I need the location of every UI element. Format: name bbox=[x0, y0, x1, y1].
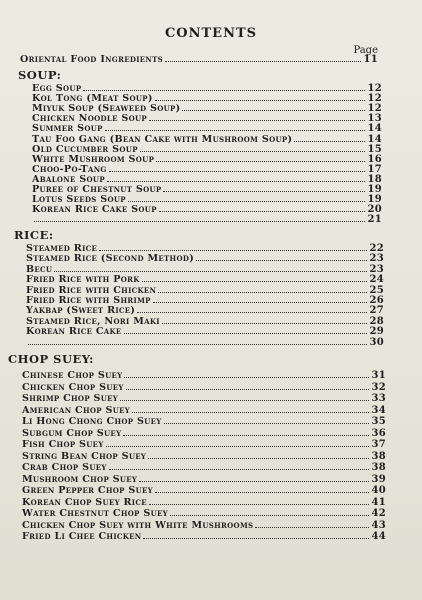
toc-entry bbox=[26, 336, 384, 348]
dot-leader bbox=[159, 203, 366, 212]
entry-title: Fried Rice with Chicken bbox=[26, 285, 157, 296]
entry-title: Yakbap (Sweet Rice) bbox=[26, 305, 136, 316]
toc-entry bbox=[22, 507, 386, 519]
entry-title: Water Chestnut Chop Suey bbox=[22, 508, 168, 519]
dot-leader bbox=[106, 438, 370, 447]
entry-title: Abalone Soup bbox=[32, 174, 105, 185]
entry-page-number: 31 bbox=[371, 370, 386, 381]
dot-leader bbox=[109, 163, 366, 172]
dot-leader bbox=[163, 183, 365, 192]
dot-leader bbox=[148, 450, 369, 459]
entry-page-number: 43 bbox=[371, 520, 386, 531]
dot-leader bbox=[123, 427, 369, 436]
dot-leader bbox=[139, 473, 369, 482]
toc-entry bbox=[22, 461, 386, 473]
dot-leader bbox=[164, 415, 370, 424]
dot-leader bbox=[294, 133, 365, 142]
entry-page-number: 18 bbox=[367, 174, 382, 185]
entry-page-number: 23 bbox=[369, 264, 384, 275]
entry-title: Subgum Chop Suey bbox=[22, 428, 122, 439]
dot-leader bbox=[124, 325, 368, 334]
dot-leader bbox=[28, 336, 367, 345]
entry-title: Oriental Food Ingredients bbox=[20, 54, 163, 65]
entry-page-number: 39 bbox=[371, 474, 386, 485]
entry-title: Crab Chop Suey bbox=[22, 462, 107, 473]
dot-leader bbox=[196, 252, 367, 261]
dot-leader bbox=[149, 496, 370, 505]
entry-page-number: 37 bbox=[371, 439, 386, 450]
entry-page-number: 14 bbox=[367, 123, 382, 134]
entry-page-number: 23 bbox=[369, 253, 384, 264]
entry-page-number: 40 bbox=[371, 485, 386, 496]
section-heading: SOUP: bbox=[18, 68, 62, 82]
dot-leader bbox=[149, 112, 365, 121]
toc-entry bbox=[22, 369, 386, 381]
dot-leader bbox=[155, 484, 370, 493]
entry-title: Korean Rice Cake bbox=[26, 326, 122, 337]
entry-title: Fish Chop Suey bbox=[22, 439, 104, 450]
entry-page-number: 42 bbox=[371, 508, 386, 519]
dot-leader bbox=[124, 369, 369, 378]
entry-title: Chicken Chop Suey with White Mushrooms bbox=[22, 520, 254, 531]
entry-title: White Mushroom Soup bbox=[32, 154, 155, 165]
dot-leader bbox=[153, 294, 368, 303]
dot-leader bbox=[99, 242, 367, 251]
entry-page-number: 22 bbox=[369, 243, 384, 254]
entry-title: Fried Rice with Pork bbox=[26, 274, 140, 285]
page-column-label: Page bbox=[353, 45, 378, 56]
entry-title: Green Pepper Chop Suey bbox=[22, 485, 153, 496]
entry-page-number: 26 bbox=[369, 295, 384, 306]
toc-entry bbox=[22, 392, 386, 404]
toc-entry bbox=[22, 530, 386, 542]
entry-title: Tau Foo Gang (Bean Cake with Mushroom Soup) bbox=[32, 134, 293, 145]
dot-leader bbox=[128, 193, 366, 202]
dot-leader bbox=[120, 392, 369, 401]
entry-page-number: 41 bbox=[371, 497, 386, 508]
entry-title: Steamed Rice (Second Method) bbox=[26, 253, 195, 264]
entry-title: Korean Chop Suey Rice bbox=[22, 497, 147, 508]
entry-page-number: 15 bbox=[367, 144, 382, 155]
toc-entry bbox=[22, 415, 386, 427]
entry-title: American Chop Suey bbox=[22, 405, 131, 416]
dot-leader bbox=[165, 53, 361, 62]
entry-page-number: 32 bbox=[371, 382, 386, 393]
entry-title: Lotus Seeds Soup bbox=[32, 194, 126, 205]
entry-title: Old Cucumber Soup bbox=[32, 144, 138, 155]
entry-title: Mushroom Chop Suey bbox=[22, 474, 138, 485]
dot-leader bbox=[126, 381, 370, 390]
dot-leader bbox=[137, 304, 367, 313]
dot-leader bbox=[34, 213, 365, 222]
dot-leader bbox=[142, 273, 368, 282]
entry-page-number: 19 bbox=[367, 184, 382, 195]
entry-title: Kol Tong (Meat Soup) bbox=[32, 93, 153, 104]
page-title: CONTENTS bbox=[164, 26, 258, 41]
section-heading: RICE: bbox=[14, 228, 54, 242]
entry-page-number: 29 bbox=[369, 326, 384, 337]
dot-leader bbox=[255, 519, 369, 528]
entry-title: Fried Li Chee Chicken bbox=[22, 531, 142, 542]
entry-title: Li Hong Chong Chop Suey bbox=[22, 416, 162, 427]
toc-entry bbox=[22, 438, 386, 450]
dot-leader bbox=[170, 507, 370, 516]
entry-page-number: 16 bbox=[367, 154, 382, 165]
entry-title: Steamed Rice, Nori Maki bbox=[26, 316, 160, 327]
entry-page-number: 24 bbox=[369, 274, 384, 285]
entry-page-number: 17 bbox=[367, 164, 382, 175]
dot-leader bbox=[158, 284, 367, 293]
entry-title: Egg Soup bbox=[32, 83, 82, 94]
entry-title: Steamed Rice bbox=[26, 243, 98, 254]
entry-title: Miyuk Soup (Seaweed Soup) bbox=[32, 103, 181, 114]
entry-page-number: 38 bbox=[371, 451, 386, 462]
dot-leader bbox=[162, 315, 368, 324]
entry-page-number: 20 bbox=[367, 204, 382, 215]
entry-page-number: 36 bbox=[371, 428, 386, 439]
entry-page-number: 28 bbox=[369, 316, 384, 327]
entry-title: Chicken Chop Suey bbox=[22, 382, 124, 393]
entry-title: Shrimp Chop Suey bbox=[22, 393, 119, 404]
entry-page-number: 30 bbox=[369, 337, 384, 348]
entry-title: Summer Soup bbox=[32, 123, 103, 134]
entry-title: Fried Rice with Shrimp bbox=[26, 295, 151, 306]
entry-page-number: 33 bbox=[371, 393, 386, 404]
dot-leader bbox=[83, 82, 365, 91]
entry-title: Korean Rice Cake Soup bbox=[32, 204, 157, 215]
toc-entry bbox=[22, 484, 386, 496]
dot-leader bbox=[155, 92, 366, 101]
entry-page-number: 19 bbox=[367, 194, 382, 205]
entry-title: Choo-Po-Tang bbox=[32, 164, 107, 175]
dot-leader bbox=[132, 404, 369, 413]
entry-page-number: 13 bbox=[367, 113, 382, 124]
entry-page-number: 12 bbox=[367, 93, 382, 104]
entry-page-number: 35 bbox=[371, 416, 386, 427]
dot-leader bbox=[156, 153, 365, 162]
entry-page-number: 12 bbox=[367, 103, 382, 114]
entry-title: Becu bbox=[26, 264, 53, 275]
toc-entry bbox=[32, 213, 382, 225]
entry-page-number: 11 bbox=[363, 54, 378, 65]
entry-page-number: 14 bbox=[367, 134, 382, 145]
dot-leader bbox=[105, 122, 366, 131]
dot-leader bbox=[107, 173, 366, 182]
section-heading: CHOP SUEY: bbox=[8, 352, 94, 366]
entry-page-number: 21 bbox=[367, 214, 382, 225]
dot-leader bbox=[109, 461, 370, 470]
entry-page-number: 12 bbox=[367, 83, 382, 94]
entry-page-number: 34 bbox=[371, 405, 386, 416]
dot-leader bbox=[143, 530, 369, 539]
entry-page-number: 44 bbox=[371, 531, 386, 542]
dot-leader bbox=[54, 263, 367, 272]
entry-page-number: 38 bbox=[371, 462, 386, 473]
dot-leader bbox=[182, 102, 365, 111]
entry-page-number: 25 bbox=[369, 285, 384, 296]
entry-title: Puree of Chestnut Soup bbox=[32, 184, 162, 195]
entry-title: Chinese Chop Suey bbox=[22, 370, 123, 381]
toc-entry-intro bbox=[20, 53, 378, 65]
entry-title: String Bean Chop Suey bbox=[22, 451, 147, 462]
entry-title: Chicken Noodle Soup bbox=[32, 113, 147, 124]
dot-leader bbox=[140, 143, 366, 152]
entry-page-number: 27 bbox=[369, 305, 384, 316]
